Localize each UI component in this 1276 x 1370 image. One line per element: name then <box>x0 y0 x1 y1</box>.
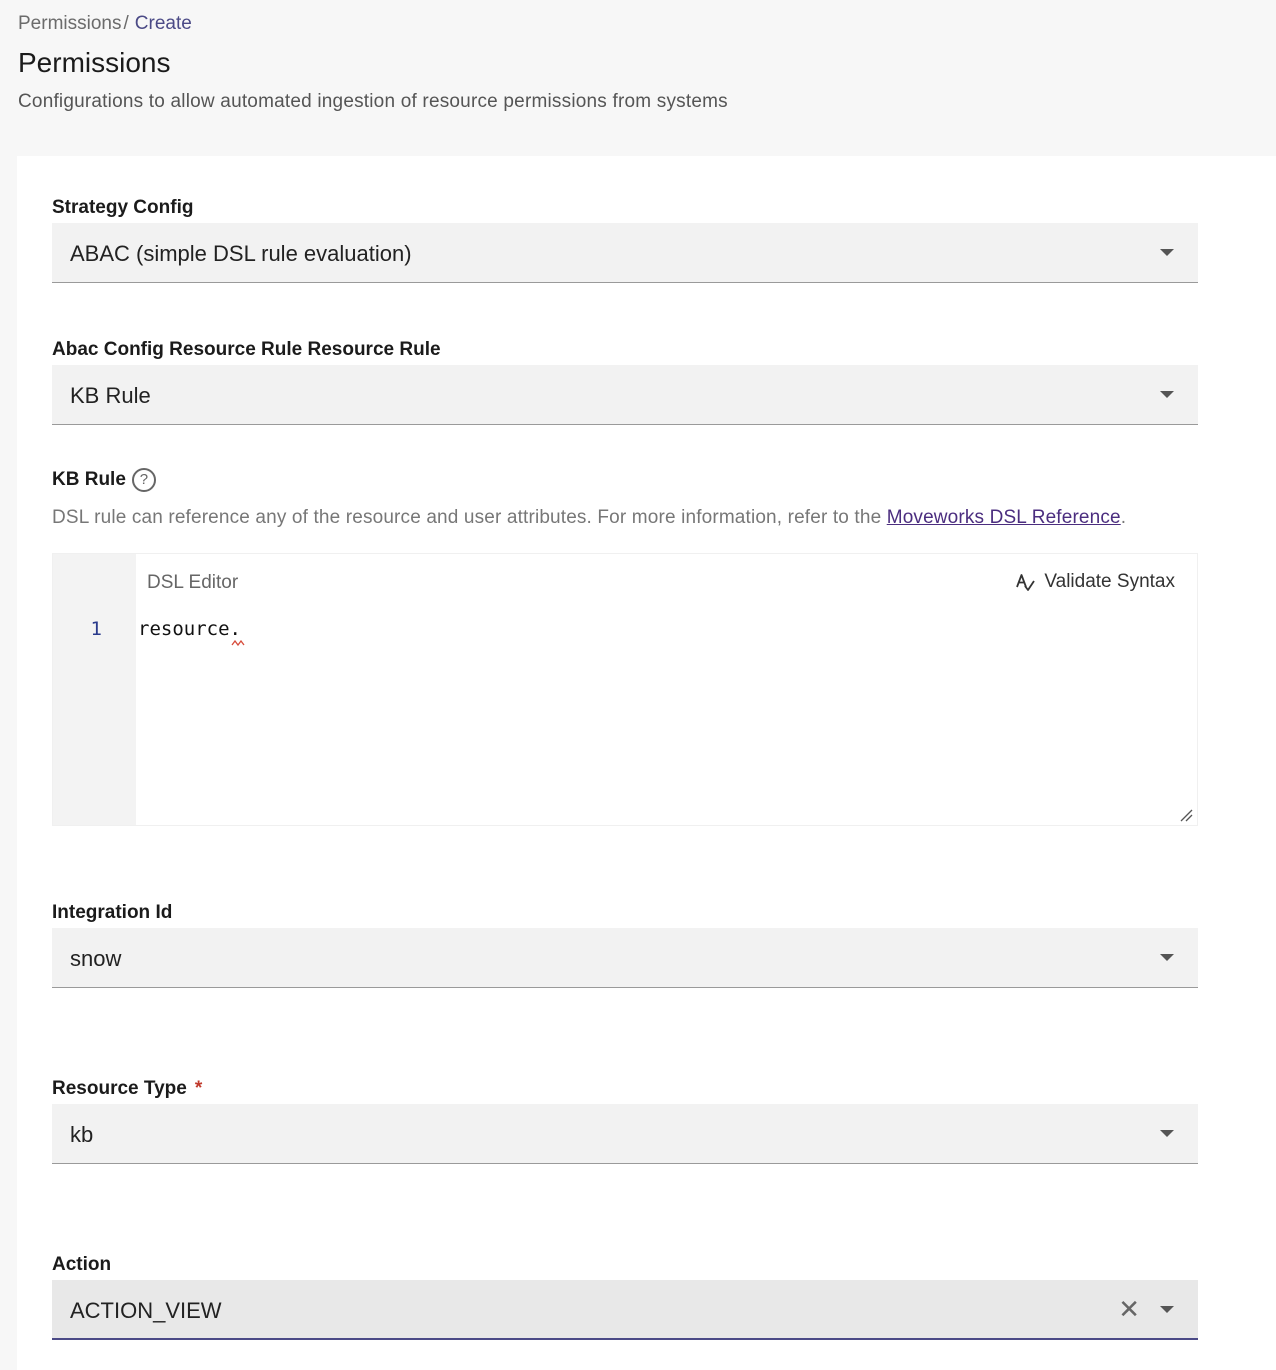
kb-rule-label-row <box>52 468 156 492</box>
chevron-down-icon[interactable] <box>1160 391 1174 398</box>
editor-gutter <box>53 554 136 825</box>
editor-code-line[interactable]: resource. <box>138 618 241 640</box>
page-title: Permissions <box>18 47 171 78</box>
strategy-config-label: Strategy Config <box>52 197 194 218</box>
chevron-down-icon[interactable] <box>1160 954 1174 961</box>
integration-id-label: Integration Id <box>52 902 173 923</box>
chevron-down-icon[interactable] <box>1160 1306 1174 1313</box>
action-label: Action <box>52 1254 112 1275</box>
chevron-down-icon[interactable] <box>1160 1130 1174 1137</box>
integration-id-value: snow <box>70 946 122 971</box>
close-icon[interactable]: ✕ <box>1118 1294 1140 1324</box>
resize-handle-icon[interactable] <box>1178 807 1194 823</box>
resource-type-label: Resource Type <box>52 1078 187 1099</box>
line-number: 1 <box>90 618 102 640</box>
page-subtitle: Configurations to allow automated ingestion of resource permissions from systems <box>18 91 728 112</box>
abac-resource-rule-value: KB Rule <box>70 383 151 408</box>
abac-resource-rule-label: Abac Config Resource Rule Resource Rule <box>52 339 441 360</box>
validate-syntax-button[interactable] <box>1014 571 1175 593</box>
action-select[interactable] <box>52 1280 1198 1340</box>
breadcrumb-separator: / <box>123 13 129 34</box>
kb-rule-description-end: . <box>1120 507 1127 528</box>
breadcrumb <box>18 13 192 35</box>
resource-type-select[interactable] <box>52 1104 1198 1164</box>
chevron-down-icon[interactable] <box>1160 249 1174 256</box>
question-circle-icon[interactable]: ? <box>132 468 156 492</box>
spellcheck-icon <box>1014 571 1036 593</box>
error-squiggle <box>231 640 245 646</box>
breadcrumb-parent[interactable]: Permissions <box>18 13 122 34</box>
required-asterisk: * <box>194 1078 203 1099</box>
strategy-config-value: ABAC (simple DSL rule evaluation) <box>70 241 412 266</box>
integration-id-select[interactable] <box>52 928 1198 988</box>
kb-rule-description-text: DSL rule can reference any of the resource and user attributes. For more information, refer to the <box>52 507 887 528</box>
breadcrumb-current[interactable]: Create <box>134 13 192 34</box>
resource-type-label-row <box>52 1078 202 1100</box>
resource-type-value: kb <box>70 1122 94 1147</box>
dsl-reference-link[interactable]: Moveworks DSL Reference <box>886 507 1121 528</box>
action-value: ACTION_VIEW <box>70 1298 222 1323</box>
kb-rule-label: KB Rule <box>52 469 126 491</box>
kb-rule-description <box>52 507 1126 529</box>
abac-resource-rule-select[interactable] <box>52 365 1198 425</box>
validate-syntax-label: Validate Syntax <box>1044 571 1175 592</box>
strategy-config-select[interactable] <box>52 223 1198 283</box>
dsl-editor[interactable] <box>52 553 1198 826</box>
editor-title: DSL Editor <box>147 572 239 593</box>
